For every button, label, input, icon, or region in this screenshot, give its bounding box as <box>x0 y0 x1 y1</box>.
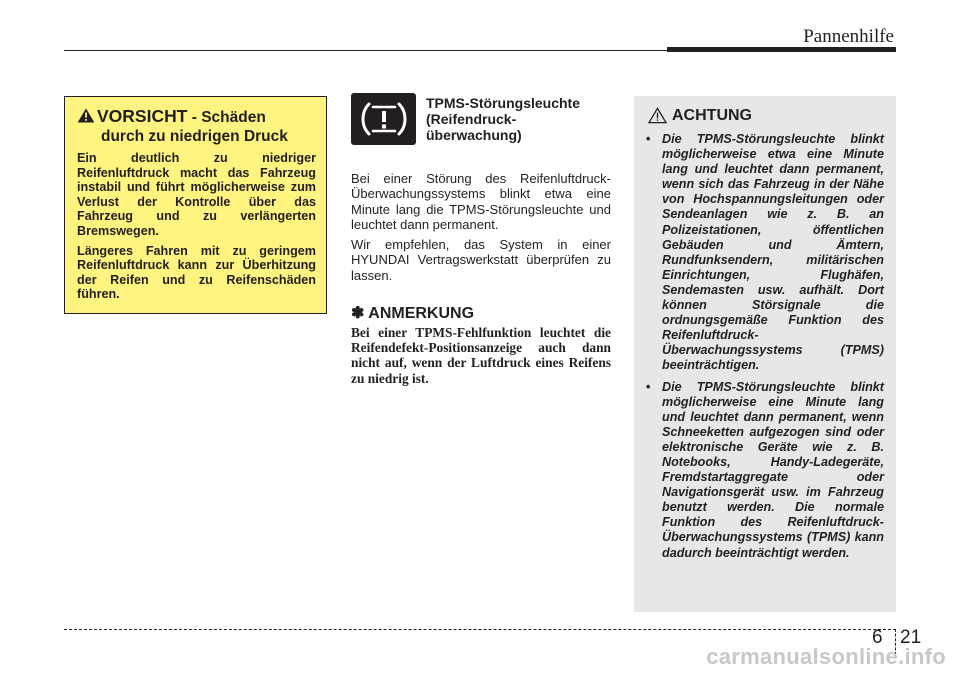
warning-title <box>77 107 316 146</box>
warning-title-main: VORSICHT <box>97 106 188 126</box>
tpms-paragraph-2: Wir empfehlen, das System in einer HYUNDAI Vertragswerkstatt überprüfen zu lassen. <box>351 237 611 283</box>
caution-title <box>646 106 884 126</box>
caution-item: • Die TPMS-Störungsleuchte blinkt möglicherweise eine Minute lang und leuchtet dann permanent, wenn Schneeketten aufgezogen sind oder elektronische Geräte wie z. B. Notebooks, Handy-Ladegeräte, Fremdstartaggregate oder Navigationsgerät usw. im Fahrzeug benutzt werden. Die normale Funktion des Reifenluftdruck-Überwachungssystems (TPMS) kann dadurch beeinträchtigt werden. <box>646 380 884 561</box>
header-divider <box>64 50 667 51</box>
caution-triangle-icon <box>648 107 667 124</box>
warning-title-rest: - Schäden <box>187 109 266 126</box>
note-heading: ✽ ANMERKUNG <box>351 305 475 322</box>
warning-triangle-icon <box>77 108 95 123</box>
tpms-heading-line2: (Reifendruck- <box>426 111 517 127</box>
caution-list <box>646 132 884 561</box>
warning-paragraph-2: Längeres Fahren mit zu geringem Reifenluftdruck kann zur Überhitzung der Reifen und zu Reifenschäden führen. <box>77 243 316 302</box>
note-text: Bei einer TPMS-Fehlfunktion leuchtet die Reifendefekt-Positionsanzeige auch dann nicht auf, wenn der Luftdruck eines Reifens zu niedrig ist. <box>351 325 611 386</box>
warning-paragraph-1: Ein deutlich zu niedriger Reifenluftdruck macht das Fahrzeug instabil und führt möglicherweise zum Verlust der Kontrolle über das Fahrzeug und zu verlängerten Bremswegen. <box>77 151 316 238</box>
page-number: 21 <box>900 627 922 648</box>
caution-title-text: ACHTUNG <box>672 107 752 124</box>
warning-box <box>64 96 327 314</box>
tpms-warning-light-icon <box>351 93 416 145</box>
tpms-paragraph-1: Bei einer Störung des Reifenluftdruck-Überwachungssystems blinkt etwa eine Minute lang die TPMS-Störungsleuchte und leuchtet dann permanent. <box>351 171 611 233</box>
watermark: carmanualsonline.info <box>706 644 946 669</box>
chapter-number: 6 <box>872 627 883 648</box>
tpms-heading-line3: überwachung) <box>426 127 522 143</box>
tpms-heading-line1: TPMS-Störungsleuchte <box>426 95 581 111</box>
header-accent-bar <box>667 47 896 52</box>
tpms-heading <box>426 95 611 143</box>
warning-title-line2: durch zu niedrigen Druck <box>101 128 288 145</box>
caution-box <box>634 96 896 612</box>
caution-item: • Die TPMS-Störungsleuchte blinkt möglicherweise etwa eine Minute lang und leuchtet dann permanent, wenn sich das Fahrzeug in der Nähe von Hochspannungsleitungen oder Sendeanlagen wie z. B. an Polizeistationen, öffentlichen Gebäuden und Ämtern, Rundfunksendern, militärischen Einrichtungen, Flughäfen, Sendemasten usw. aufhält. Dort können Störsignale die ordnungsgemäße Funktion des Reifenluftdruck-Überwachungssystems (TPMS) beeinträchtigen. <box>646 132 884 374</box>
footer-divider <box>64 629 896 630</box>
page-header-title: Pannenhilfe <box>803 26 894 47</box>
